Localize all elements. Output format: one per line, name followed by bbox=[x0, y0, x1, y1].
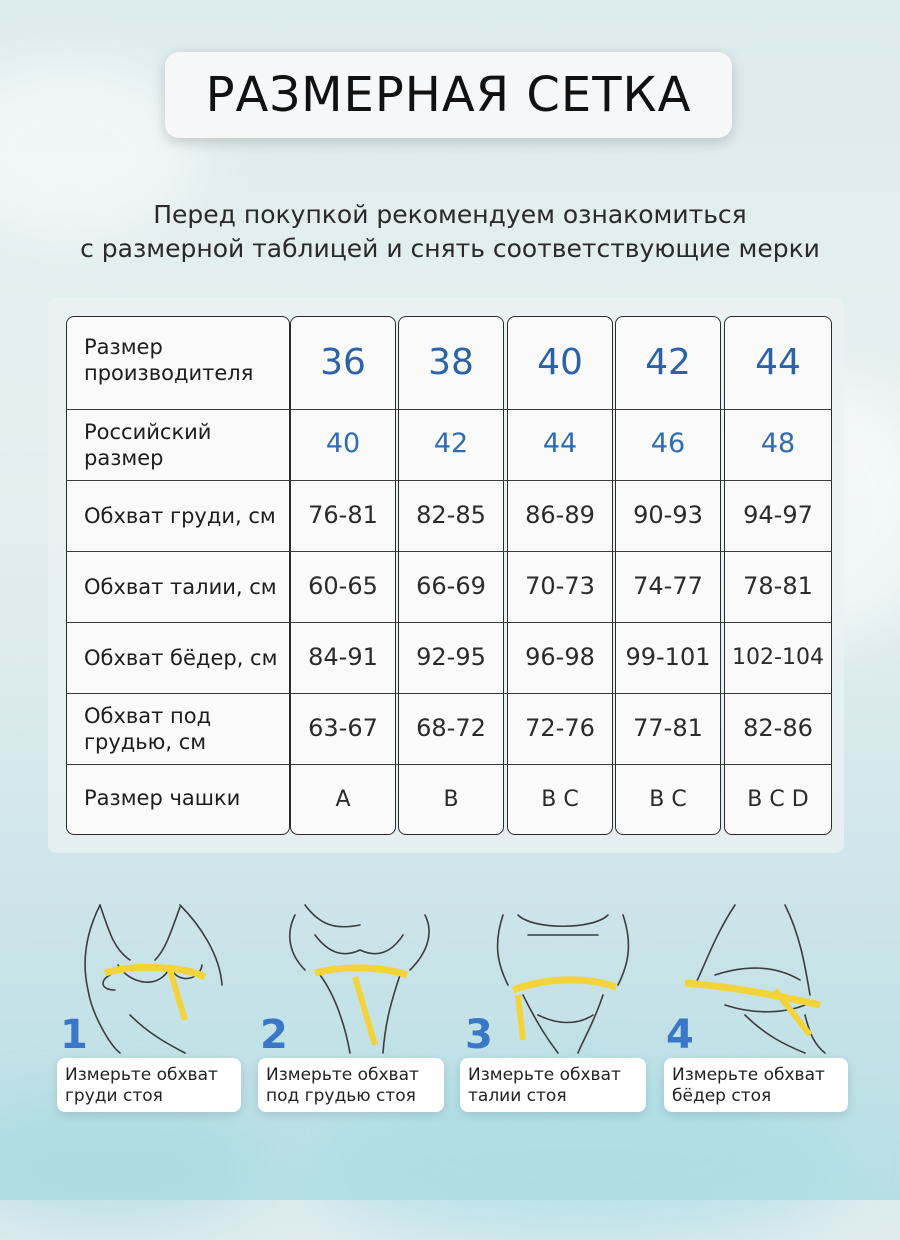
table-cell: 38 bbox=[428, 341, 474, 383]
row-label-manufacturer-size: Размер производителя bbox=[84, 335, 254, 385]
table-cell: 72-76 bbox=[525, 714, 595, 742]
table-cell: 86-89 bbox=[525, 501, 595, 529]
subtitle bbox=[0, 198, 900, 266]
table-cell: 76-81 bbox=[308, 501, 378, 529]
table-cell: B bbox=[443, 786, 459, 812]
table-cell: 82-85 bbox=[416, 501, 486, 529]
row-label-cup-size: Размер чашки bbox=[84, 786, 241, 810]
hips-measurement-illustration bbox=[675, 895, 845, 1055]
table-cell: 68-72 bbox=[416, 714, 486, 742]
table-cell: 60-65 bbox=[308, 572, 378, 600]
table-cell: 48 bbox=[760, 427, 796, 459]
table-cell: 46 bbox=[650, 427, 686, 459]
table-cell: 94-97 bbox=[743, 501, 813, 529]
table-cell: 44 bbox=[542, 427, 578, 459]
table-cell: 78-81 bbox=[743, 572, 813, 600]
row-label-underbust: Обхват под грудью, см bbox=[84, 704, 212, 754]
row-divider bbox=[66, 480, 832, 481]
table-cell: 70-73 bbox=[525, 572, 595, 600]
table-cell: B C D bbox=[747, 786, 809, 812]
underbust-measurement-illustration bbox=[275, 895, 445, 1055]
table-cell: 84-91 bbox=[308, 643, 378, 671]
step-number-1: 1 bbox=[60, 1012, 88, 1058]
table-cell: 40 bbox=[325, 427, 361, 459]
table-cell: B C bbox=[649, 786, 687, 812]
table-cell: 96-98 bbox=[525, 643, 595, 671]
bust-measurement-illustration bbox=[70, 895, 240, 1055]
row-label-bust: Обхват груди, см bbox=[84, 504, 276, 528]
table-cell: 92-95 bbox=[416, 643, 486, 671]
page-title: РАЗМЕРНАЯ СЕТКА bbox=[165, 52, 732, 138]
table-cell: B C bbox=[541, 786, 579, 812]
row-divider bbox=[66, 693, 832, 694]
step-number-2: 2 bbox=[260, 1012, 288, 1058]
table-cell: 44 bbox=[755, 341, 801, 383]
row-divider bbox=[66, 551, 832, 552]
row-label-russian-size: Российский размер bbox=[84, 420, 212, 470]
table-cell: 99-101 bbox=[625, 643, 711, 671]
table-cell: 42 bbox=[645, 341, 691, 383]
table-cell: 36 bbox=[320, 341, 366, 383]
table-cell: 82-86 bbox=[743, 714, 813, 742]
row-label-waist: Обхват талии, см bbox=[84, 575, 277, 599]
step-card-hips: Измерьте обхват бёдер стоя bbox=[664, 1058, 848, 1112]
step-card-underbust: Измерьте обхват под грудью стоя bbox=[258, 1058, 444, 1112]
table-cell: 77-81 bbox=[633, 714, 703, 742]
table-cell: A bbox=[335, 786, 351, 812]
waist-measurement-illustration bbox=[478, 895, 648, 1055]
step-card-waist: Измерьте обхват талии стоя bbox=[460, 1058, 646, 1112]
row-divider bbox=[66, 622, 832, 623]
subtitle-line-2: с размерной таблицей и снять соответствующие мерки bbox=[80, 234, 820, 263]
row-label-hips: Обхват бёдер, см bbox=[84, 646, 278, 670]
table-cell: 66-69 bbox=[416, 572, 486, 600]
table-cell: 40 bbox=[537, 341, 583, 383]
step-number-4: 4 bbox=[666, 1012, 694, 1058]
subtitle-line-1: Перед покупкой рекомендуем ознакомиться bbox=[153, 200, 747, 229]
table-cell: 90-93 bbox=[633, 501, 703, 529]
step-card-bust: Измерьте обхват груди стоя bbox=[57, 1058, 241, 1112]
step-number-3: 3 bbox=[465, 1012, 493, 1058]
table-cell: 102-104 bbox=[732, 644, 824, 670]
row-divider bbox=[66, 764, 832, 765]
table-cell: 74-77 bbox=[633, 572, 703, 600]
table-cell: 42 bbox=[433, 427, 469, 459]
row-divider bbox=[66, 409, 832, 410]
table-cell: 63-67 bbox=[308, 714, 378, 742]
